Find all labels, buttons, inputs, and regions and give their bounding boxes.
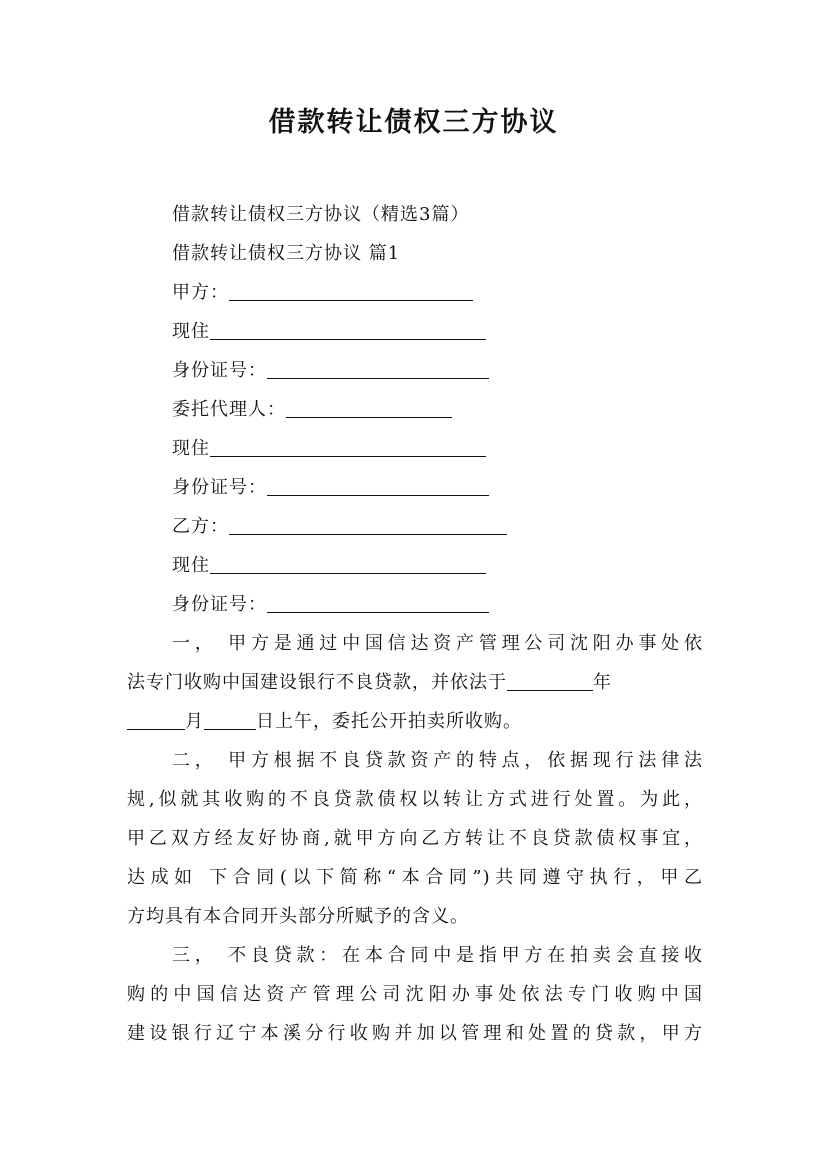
paragraph-1-line-2 <box>127 668 703 694</box>
blank-line <box>229 516 507 535</box>
paragraph-2-line-5: 方均具有本合同开头部分所赋予的含义。 <box>127 906 469 927</box>
blank-line <box>127 711 185 730</box>
paragraph-2-line-2: 规,似就其收购的不良贷款债权以转让方式进行处置。为此， <box>127 789 703 810</box>
field-label: 委托代理人： <box>172 399 286 420</box>
blank-line <box>267 477 489 496</box>
blank-line <box>267 594 489 613</box>
subtitle: 借款转让债权三方协议（精选3篇） <box>172 204 470 225</box>
field-address <box>172 551 486 577</box>
section-heading: 借款转让债权三方协议 篇1 <box>172 243 401 264</box>
field-label: 身份证号： <box>172 594 267 615</box>
field-id-number <box>172 590 489 616</box>
field-label: 现住 <box>172 438 210 459</box>
document-title: 借款转让债权三方协议 <box>268 107 559 138</box>
paragraph-2-line-3: 甲乙双方经友好协商,就甲方向乙方转让不良贷款债权事宜， <box>127 828 703 849</box>
field-id-number <box>172 356 489 382</box>
field-label: 现住 <box>172 321 210 342</box>
month-label: 月 <box>185 711 204 732</box>
field-label: 现住 <box>172 555 210 576</box>
paragraph-2-line-1: 二， 甲方根据不良贷款资产的特点，依据现行法律法 <box>172 750 703 771</box>
year-label: 年 <box>593 672 612 693</box>
field-agent <box>172 395 452 421</box>
blank-line <box>286 399 452 418</box>
field-label: 身份证号： <box>172 360 267 381</box>
blank-line <box>210 555 486 574</box>
blank-line <box>507 672 593 691</box>
paragraph-3-line-1: 三， 不良贷款：在本合同中是指甲方在拍卖会直接收 <box>172 945 703 966</box>
blank-line <box>210 321 486 340</box>
field-party-b <box>172 512 507 538</box>
field-label: 乙方： <box>172 516 229 537</box>
field-party-a <box>172 278 473 304</box>
field-id-number <box>172 473 489 499</box>
paragraph-3-line-2: 购的中国信达资产管理公司沈阳办事处依法专门收购中国 <box>127 984 703 1005</box>
field-label: 甲方： <box>172 282 229 303</box>
blank-line <box>267 360 489 379</box>
field-address <box>172 317 486 343</box>
field-address <box>172 434 486 460</box>
paragraph-text: 法专门收购中国建设银行不良贷款，并依法于 <box>127 672 507 693</box>
paragraph-3-line-3: 建设银行辽宁本溪分行收购并加以管理和处置的贷款，甲方 <box>127 1023 703 1044</box>
paragraph-2-line-4: 达成如 下合同(以下简称“本合同”)共同遵守执行，甲乙 <box>127 867 703 888</box>
paragraph-1-line-3 <box>127 707 703 733</box>
blank-line <box>204 711 256 730</box>
blank-line <box>210 438 486 457</box>
field-label: 身份证号： <box>172 477 267 498</box>
paragraph-text: 日上午，委托公开拍卖所收购。 <box>256 711 522 732</box>
blank-line <box>229 282 473 301</box>
paragraph-1-line-1: 一， 甲方是通过中国信达资产管理公司沈阳办事处依 <box>172 633 703 654</box>
